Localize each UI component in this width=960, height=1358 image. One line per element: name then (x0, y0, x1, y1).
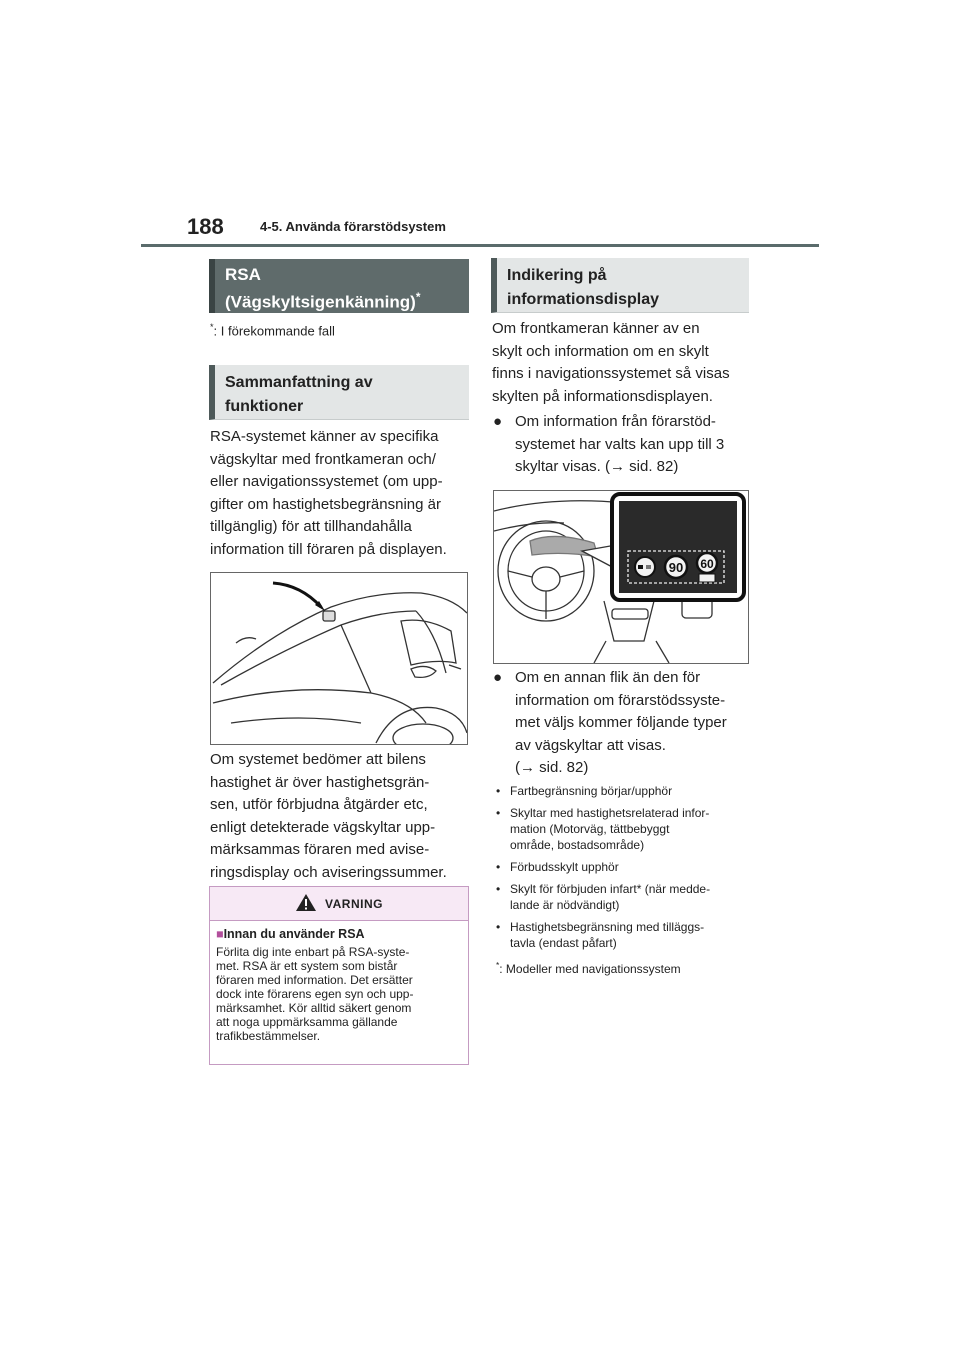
list-item: • Fartbegränsning börjar/upphör (496, 784, 673, 798)
chapter-title: 4-5. Använda förarstödsystem (260, 219, 446, 234)
left-after-paragraph: Om systemet bedömer att bilens hastighet är över hastighetsgrän- sen, utför förbjudna åtgärder etc, enligt detekterade vägskyltar upp- märksammas föraren med avise- ringsdisplay och aviseringssummer. (210, 751, 447, 881)
bullet-item-1: ● Om information från förarstöd- systemet har valts kan upp till 3 skyltar visas. (→ sid. 82) (493, 411, 755, 479)
warning-header (210, 887, 468, 921)
sign-60-label: 60 (700, 557, 714, 571)
section-title-rsa (209, 259, 469, 313)
list-item: • Förbudsskylt upphör (496, 860, 619, 874)
section-title-line-2: (Vägskyltsigenkänning)* (225, 290, 421, 312)
warning-body: ■Innan du använder RSA Förlita dig inte enbart på RSA-syste- met. RSA är ett system som bistår föraren med information. Det ersätter dock inte förarens egen syn och upp- märksamhet. Kör alltid säkert genom att noga uppmärksamma gällande trafikbestämmelser. (210, 921, 468, 1043)
supplementary-plate-icon (699, 574, 715, 582)
warning-subtitle: ■Innan du använder RSA (216, 927, 365, 941)
dashboard-svg (494, 491, 748, 663)
bullet-dot-icon: ● (493, 413, 503, 430)
list-item: • Hastighetsbegränsning med tilläggs- tavla (endast påfart) (496, 920, 705, 950)
car-camera-illustration (210, 572, 468, 745)
warning-title: VARNING (325, 897, 383, 911)
list-item: • Skyltar med hastighetsrelaterad infor- mation (Motorväg, tättbebyggt område, bostadsområde) (496, 806, 710, 852)
car-illustration-svg (211, 573, 467, 744)
warning-triangle-icon (295, 893, 317, 912)
dashboard-display-illustration (493, 490, 749, 664)
footnote-left: *: I förekommande fall (210, 322, 335, 339)
list-item: • Skylt för förbjuden infart* (när medde- lande är nödvändigt) (496, 882, 711, 912)
sign-90-label: 90 (668, 560, 684, 575)
header-rule (141, 244, 819, 247)
warning-box (209, 886, 469, 1065)
section-title-display: Indikering på informationsdisplay (491, 258, 749, 313)
right-intro-paragraph: Om frontkameran känner av en skylt och information om en skylt finns i navigationssystemet så visas skylten på informationsdisplayen. (492, 320, 730, 405)
bullet-item-2: ● Om en annan flik än den för information om förarstödssyste- met väljs kommer följande typer av vägskyltar att visas. (→ sid. 82) (493, 667, 755, 780)
left-intro-paragraph: RSA-systemet känner av specifika vägskyltar med frontkameran och/ eller navigationssystemet (om upp- gifter om hastighetsbegränsning är tillgänglig) för att tillhandahålla information till föraren på displayen. (210, 428, 447, 558)
section-title-line-1: RSA (225, 265, 261, 284)
page-number: 188 (187, 214, 224, 239)
sign-type-list (496, 783, 756, 977)
footnote-right: *: Modeller med navigationssystem (496, 960, 681, 976)
subsection-title-summary: Sammanfattning av funktioner (209, 365, 469, 420)
bullet-dot-icon: ● (493, 669, 503, 686)
